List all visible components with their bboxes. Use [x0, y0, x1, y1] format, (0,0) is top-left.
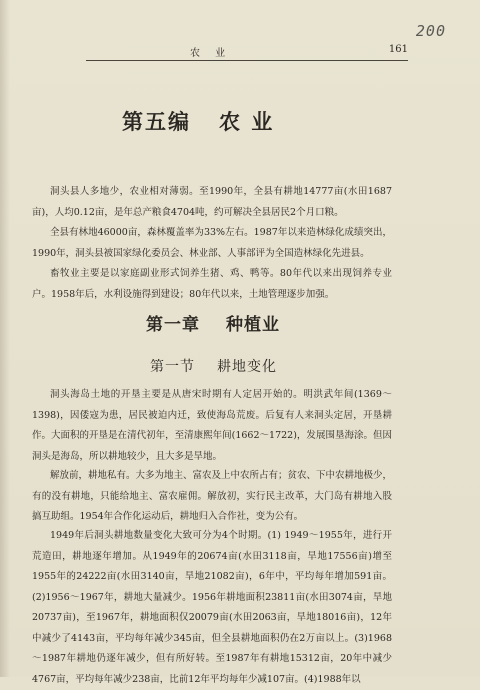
intro-paragraph-3: 畜牧业主要是以家庭副业形式饲养生猪、鸡、鸭等。80年代以来出现饲养专业户。1958年后，水利设施得到建设；80年代以来，土地管理逐步加强。 [32, 268, 392, 300]
running-head [86, 42, 408, 61]
intro-paragraph-1: 洞头县人多地少，农业相对薄弱。至1990年，全县有耕地14777亩(水田1687亩)，人均0.12亩，是年总产粮食4704吨，约可解决全县居民2个月口粮。 [32, 186, 392, 218]
body-paragraph-3: 1949年后洞头耕地数量变化大致可分为4个时期。(1) 1949～1955年，进行开荒造田，耕地逐年增加。从1949年的20674亩(水田3118亩，旱地17556亩)增至1955年的24222亩(水田3140亩，旱地21082亩)，6年中，平均每年增加591亩。(2)1956～1967年，耕地大量减少。1956年耕地面积23811亩(水田3074亩，旱地20737亩)，至1967年，耕地面积仅20079亩(水田2063亩，旱地18016亩)，12年中减少了4143亩，平均每年减少345亩，但全县耕地面积仍在2万亩以上。(3)1968～1987年耕地仍逐年减少，但有所好转。至1987年有耕地15312亩，20年中减少4767亩，平均每年减少238亩，比前12年平均每年少减107亩。(4)1988年以 [32, 530, 392, 685]
section-name: 耕地变化 [217, 359, 277, 375]
running-head-title: 农 业 [190, 48, 232, 59]
part-name: 农 业 [219, 109, 275, 134]
page-number: 161 [388, 44, 408, 55]
chapter-label: 第一章 [146, 315, 200, 335]
intro-paragraph-2: 全县有林地46000亩，森林覆盖率为33%左右。1987年以来造林绿化成绩突出，1990年，洞头县被国家绿化委员会、林业部、人事部评为全国造林绿化先进县。 [32, 227, 392, 259]
part-label: 第五编 [122, 109, 191, 134]
binding-shadow [0, 0, 10, 677]
part-title [122, 106, 274, 136]
body-paragraph-2: 解放前，耕地私有。大多为地主、富农及上中农所占有；贫农、下中农耕地极少，有的没有耕地，只能给地主、富农雇佣。解放初，实行民主改革，大门岛有耕地入股搞互助组。1954年合作化运动后，耕地归入合作社，变为公有。 [32, 470, 393, 522]
body-paragraph-1: 洞头海岛土地的开垦主要是从唐宋时期有人定居开始的。明洪武年间(1369～1398)，因倭寇为患，居民被迫内迁，致使海岛荒废。后复有人来洞头定居，开垦耕作。大面积的开垦是在清代初年，至清康熙年间(1662～1722)，发展围垦海涂。但因洞头是海岛，所以耕地较少，且大多是旱地。 [32, 389, 392, 462]
chapter-title [146, 310, 280, 335]
section-label: 第一节 [150, 359, 195, 375]
section-title [150, 356, 277, 376]
chapter-name: 种植业 [226, 315, 280, 335]
page-stamp: 200 [415, 22, 446, 40]
